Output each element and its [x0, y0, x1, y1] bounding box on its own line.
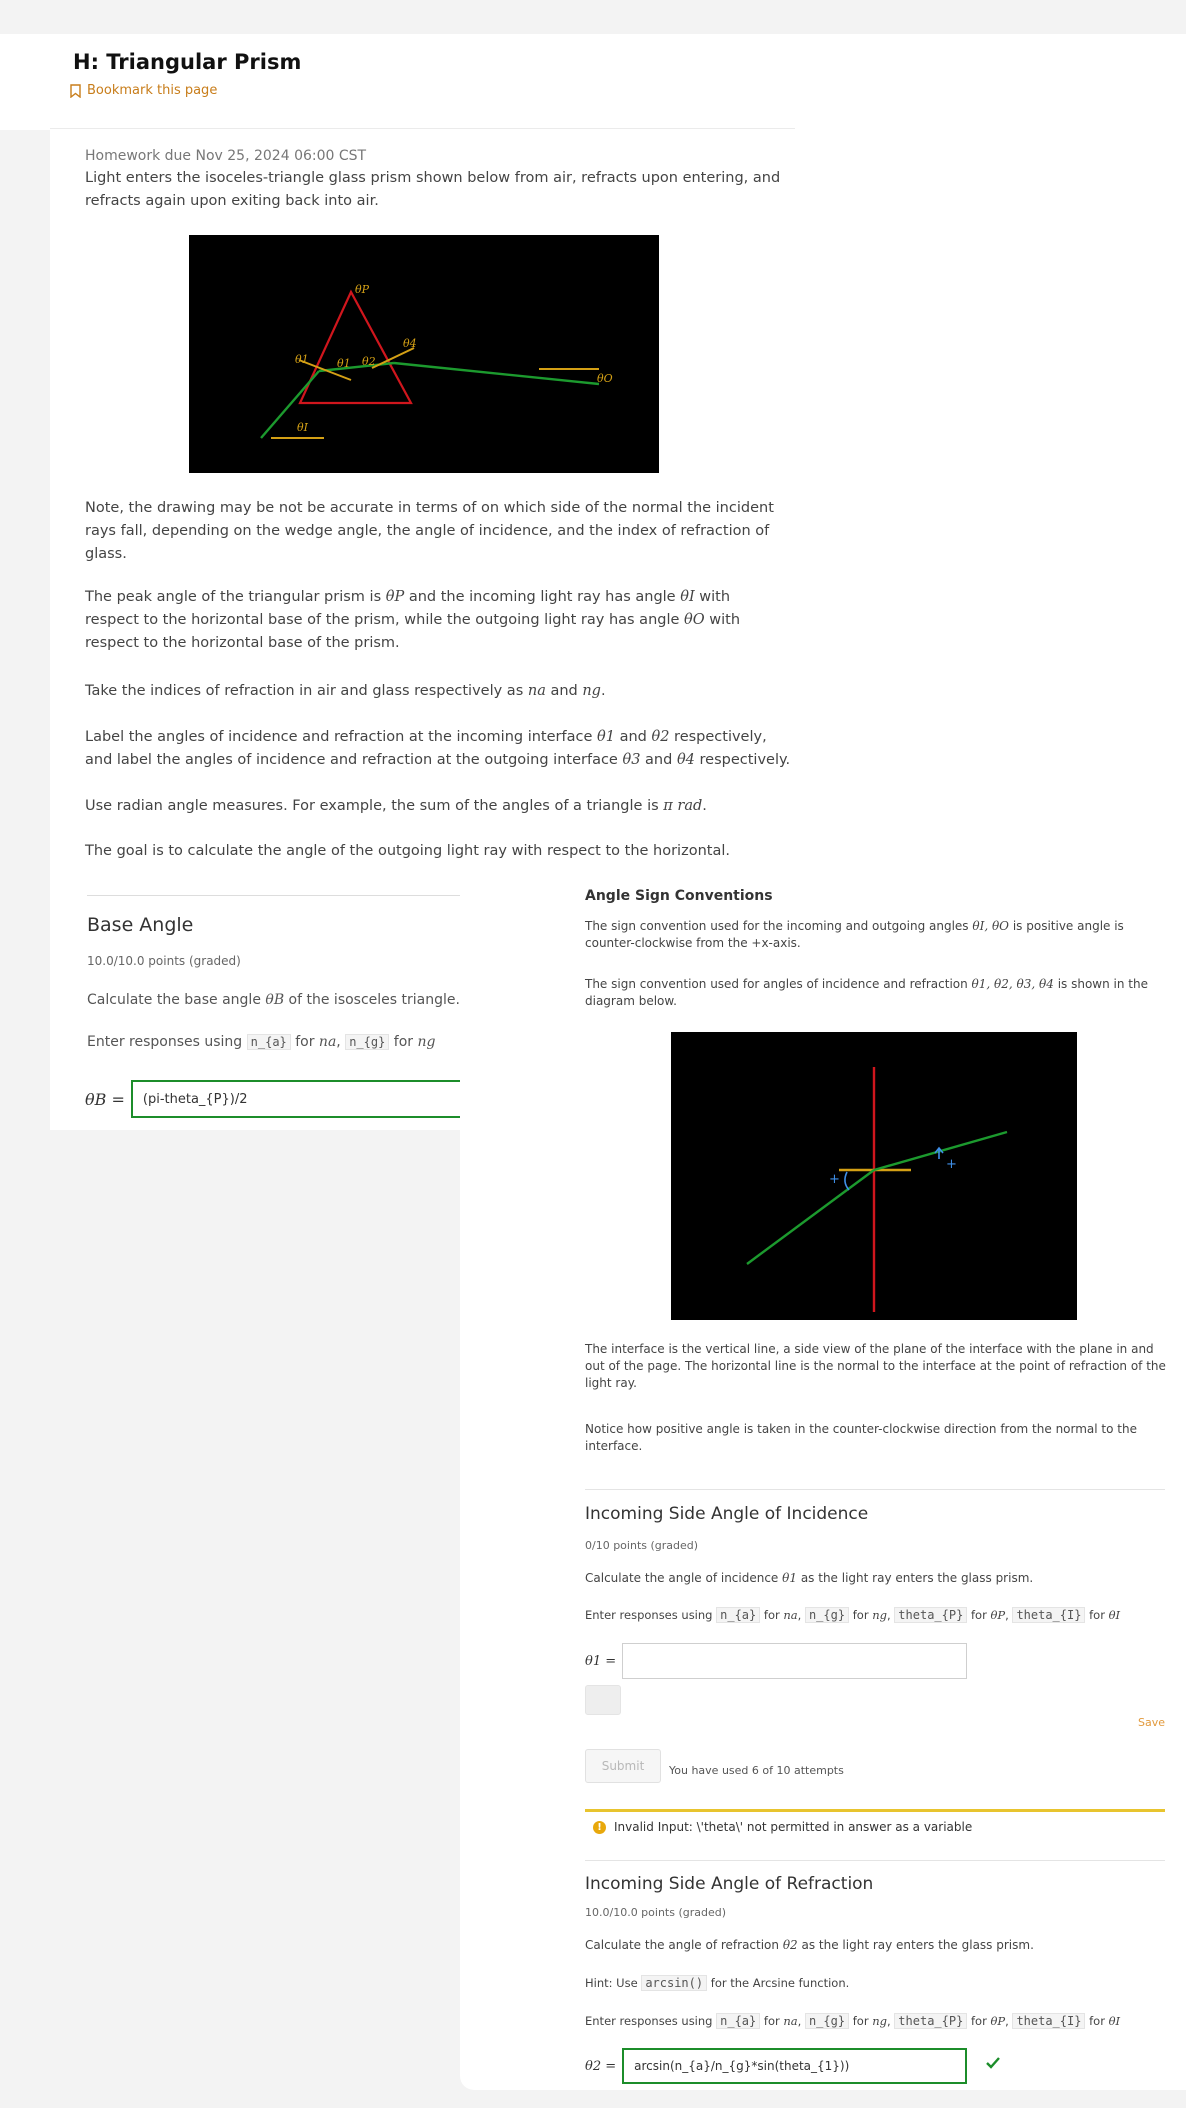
sym-theta-i: θI — [680, 589, 695, 605]
peak-text-l2a: respect to the horizontal base of the prism, while the outgoing light ray has angle — [85, 612, 685, 628]
warning-bar — [585, 1809, 1165, 1812]
conventions-p3 — [585, 1341, 1170, 1392]
inc-prompt-a: Calculate the angle of incidence — [585, 1571, 783, 1585]
base-angle-title: Base Angle — [87, 914, 194, 936]
radian-text-b: . — [702, 798, 707, 814]
label-peak: θP — [355, 283, 370, 296]
ref-sep-3: , — [1005, 2014, 1013, 2028]
prism-diagram-svg — [189, 235, 659, 473]
note-text — [85, 497, 774, 566]
label-in: θI — [297, 421, 308, 434]
inc-sep-1: , — [797, 1608, 805, 1622]
submit-button[interactable]: Submit — [585, 1749, 661, 1783]
inc-code-ng: n_{g} — [805, 1607, 849, 1623]
conventions-p2 — [585, 976, 1165, 1010]
refraction-enter-hint — [585, 2013, 1120, 2030]
base-angle-enter-hint — [87, 1034, 435, 1050]
inc-prompt-b: as the light ray enters the glass prism. — [797, 1571, 1034, 1585]
peak-text-c: with — [694, 589, 731, 605]
incidence-title: Incoming Side Angle of Incidence — [585, 1504, 869, 1524]
peak-text-b: and the incoming light ray has angle — [404, 589, 681, 605]
warning-text: Invalid Input: \'theta\' not permitted in answer as a variable — [614, 1820, 973, 1834]
base-sym-na: na — [318, 1034, 337, 1050]
conventions-title: Angle Sign Conventions — [585, 888, 773, 904]
intro-text — [85, 167, 780, 213]
label-angles-text — [85, 726, 790, 772]
sym-theta-p: θP — [385, 589, 405, 605]
label-mid1: θ1 — [337, 357, 351, 370]
left-angle-arc — [845, 1172, 849, 1190]
inc-for-tp: for — [967, 1608, 991, 1622]
conventions-p1 — [585, 918, 1165, 952]
outgoing-ray — [394, 363, 599, 384]
sign-convention-diagram — [671, 1032, 1077, 1320]
left-gray-panel — [0, 1130, 460, 2108]
radian-text-a: Use radian angle measures. For example, the sum of the angles of a triangle is — [85, 798, 664, 814]
base-for-2: for — [389, 1034, 418, 1050]
sym-theta-4: θ4 — [676, 752, 695, 768]
ref-sym-tp: θP — [990, 2014, 1006, 2028]
inc-code-ti: theta_{I} — [1012, 1607, 1085, 1623]
note-line-2: rays fall, depending on the wedge angle, the angle of incidence, and the index of refraction of — [85, 523, 770, 539]
plus-right-label: + — [946, 1157, 957, 1172]
warning-message — [593, 1820, 972, 1834]
label-text-l2c: respectively. — [694, 752, 791, 768]
incidence-input-label: θ1 = — [585, 1653, 617, 1669]
refraction-divider — [585, 1860, 1165, 1861]
ref-for-ng: for — [849, 2014, 873, 2028]
base-prompt-a: Calculate the base angle — [87, 992, 266, 1008]
indices-text-c: . — [600, 683, 606, 699]
label-text-l2b: and — [640, 752, 677, 768]
ref-code-ng: n_{g} — [805, 2013, 849, 2029]
base-angle-answer-row — [85, 1080, 461, 1118]
conv-p2-a: The sign convention used for angles of incidence and refraction — [585, 977, 972, 991]
ref-sym-theta-2: θ2 — [782, 1938, 798, 1952]
inc-code-tp: theta_{P} — [894, 1607, 967, 1623]
incidence-status-button[interactable] — [585, 1685, 621, 1715]
base-angle-input-label: θB = — [85, 1089, 125, 1109]
conv-p2-c: is shown in the — [1053, 977, 1148, 991]
indices-text-b: and — [545, 683, 583, 699]
due-date: Homework due Nov 25, 2024 06:00 CST — [85, 148, 367, 164]
prism-triangle — [300, 292, 411, 403]
attempts-count: You have used 6 of 10 attempts — [669, 1764, 844, 1777]
sym-theta-1: θ1 — [597, 729, 615, 745]
inc-for-ng: for — [849, 1608, 873, 1622]
base-sym-ng: ng — [417, 1034, 436, 1050]
plus-left-label: + — [829, 1172, 840, 1187]
incidence-answer-row — [585, 1643, 967, 1679]
bookmark-link[interactable] — [70, 83, 217, 98]
base-code-na: n_{a} — [247, 1034, 291, 1050]
label-right: θ4 — [403, 337, 417, 350]
refraction-points: 10.0/10.0 points (graded) — [585, 1906, 727, 1919]
ref-code-ti: theta_{I} — [1012, 2013, 1085, 2029]
incident-ray — [747, 1170, 874, 1264]
incidence-enter-hint — [585, 1607, 1120, 1624]
ref-prompt-b: as the light ray enters the glass prism. — [797, 1938, 1034, 1952]
ref-enter-a: Enter responses using — [585, 2014, 717, 2028]
sym-n-g: ng — [582, 683, 601, 699]
sym-theta-b: θB — [265, 992, 285, 1008]
base-code-ng: n_{g} — [345, 1034, 389, 1050]
note-line-1: Note, the drawing may be not be accurate in terms of on which side of the normal the incident — [85, 500, 774, 516]
ref-sep-1: , — [797, 2014, 805, 2028]
header-divider — [50, 128, 795, 129]
refraction-hint — [585, 1975, 849, 1992]
inc-enter-a: Enter responses using — [585, 1608, 717, 1622]
conv-p3-l3: light ray. — [585, 1376, 637, 1390]
bookmark-icon — [70, 84, 81, 98]
sign-convention-svg — [671, 1032, 1077, 1320]
internal-ray — [319, 363, 394, 371]
inc-sym-ti: θI — [1108, 1608, 1121, 1622]
inc-sym-theta-1: θ1 — [782, 1571, 797, 1585]
top-bar — [0, 0, 1186, 34]
inc-code-na: n_{a} — [716, 1607, 760, 1623]
sym-theta-3: θ3 — [622, 752, 641, 768]
ref-sym-ti: θI — [1108, 2014, 1121, 2028]
sym-theta-2: θ2 — [651, 729, 670, 745]
inc-sep-2: , — [886, 1608, 895, 1622]
inc-sym-ng: ng — [872, 1608, 887, 1622]
label-text-b: and — [614, 729, 652, 745]
refraction-input-label: θ2 = — [585, 2058, 617, 2074]
inc-sym-tp: θP — [990, 1608, 1006, 1622]
correct-check-icon — [985, 2056, 1001, 2070]
save-button[interactable]: Save — [1138, 1716, 1166, 1729]
base-angle-divider — [87, 895, 461, 896]
bookmark-label: Bookmark this page — [87, 83, 218, 98]
conv-p1-a: The sign convention used for the incoming and outgoing angles — [585, 919, 973, 933]
inc-sep-3: , — [1005, 1608, 1013, 1622]
refraction-title: Incoming Side Angle of Refraction — [585, 1874, 874, 1894]
conv-p4-l2: interface. — [585, 1439, 643, 1453]
base-angle-prompt — [87, 992, 460, 1008]
intro-line-1: Light enters the isoceles-triangle glass prism shown below from air, refracts upon entering, and — [85, 170, 781, 186]
ref-prompt-a: Calculate the angle of refraction — [585, 1938, 783, 1952]
incidence-divider — [585, 1489, 1165, 1490]
label-mid2: θ2 — [362, 355, 376, 368]
base-sep: , — [336, 1034, 346, 1050]
conv-p2-l2: diagram below. — [585, 994, 677, 1008]
intro-line-2: refracts again upon exiting back into air. — [85, 193, 379, 209]
peak-text-l2b: with — [704, 612, 741, 628]
radian-text — [85, 795, 707, 818]
base-prompt-b: of the isosceles triangle. — [284, 992, 460, 1008]
ref-sym-na: na — [783, 2014, 798, 2028]
conv-p1-c: is positive angle is — [1009, 919, 1124, 933]
base-angle-points: 10.0/10.0 points (graded) — [87, 954, 241, 968]
ref-hint-code: arcsin() — [641, 1975, 707, 1991]
inc-for-na: for — [760, 1608, 784, 1622]
base-angle-input[interactable]: (pi-theta_{P})/2 — [131, 1080, 461, 1118]
peak-text-l3: respect to the horizontal base of the prism. — [85, 635, 400, 651]
sym-n-a: na — [527, 683, 546, 699]
ref-code-tp: theta_{P} — [894, 2013, 967, 2029]
label-text-c: respectively, — [669, 729, 767, 745]
base-for-1: for — [290, 1034, 319, 1050]
label-left: θ1 — [295, 353, 309, 366]
sym-theta-o: θO — [684, 612, 705, 628]
conv-p2-b: θ1, θ2, θ3, θ4 — [971, 977, 1054, 991]
peak-angle-text — [85, 586, 740, 655]
inc-sym-na: na — [783, 1608, 798, 1622]
label-text-l2a: and label the angles of incidence and refraction at the outgoing interface — [85, 752, 623, 768]
prism-diagram — [189, 235, 659, 473]
conv-p3-l2: out of the page. The horizontal line is the normal to the interface at the point of refraction of the — [585, 1359, 1166, 1373]
refraction-answer-row — [585, 2048, 967, 2084]
inc-for-ti: for — [1085, 1608, 1109, 1622]
page-title: H: Triangular Prism — [73, 50, 302, 74]
ref-hint-b: for the Arcsine function. — [707, 1976, 850, 1990]
indices-text — [85, 680, 606, 703]
indices-text-a: Take the indices of refraction in air and glass respectively as — [85, 683, 528, 699]
conv-p4-l1: Notice how positive angle is taken in the counter-clockwise direction from the normal to the — [585, 1422, 1137, 1436]
ref-for-tp: for — [967, 2014, 991, 2028]
label-text-a: Label the angles of incidence and refraction at the incoming interface — [85, 729, 597, 745]
label-out: θO — [597, 372, 613, 385]
conv-p1-l2: counter-clockwise from the +x-axis. — [585, 936, 801, 950]
ref-for-na: for — [760, 2014, 784, 2028]
ref-hint-a: Hint: Use — [585, 1976, 642, 1990]
incidence-input[interactable] — [622, 1643, 967, 1679]
note-line-3: glass. — [85, 546, 127, 562]
sym-pi-rad: π rad — [663, 798, 703, 814]
ref-sym-ng: ng — [872, 2014, 887, 2028]
ref-sep-2: , — [886, 2014, 895, 2028]
goal-text: The goal is to calculate the angle of the outgoing light ray with respect to the horizontal. — [85, 843, 730, 859]
refraction-prompt — [585, 1937, 1034, 1954]
conv-p3-l1: The interface is the vertical line, a side view of the plane of the interface with the plane in and — [585, 1342, 1154, 1356]
base-enter-a: Enter responses using — [87, 1034, 247, 1050]
conventions-p4 — [585, 1421, 1170, 1455]
ref-for-ti: for — [1085, 2014, 1109, 2028]
incidence-prompt — [585, 1570, 1033, 1587]
refraction-input[interactable]: arcsin(n_{a}/n_{g}*sin(theta_{1})) — [622, 2048, 967, 2084]
conv-p1-b: θI, θO — [972, 919, 1010, 933]
peak-text-a: The peak angle of the triangular prism is — [85, 589, 386, 605]
ref-code-na: n_{a} — [716, 2013, 760, 2029]
incoming-ray — [261, 371, 319, 438]
incidence-points: 0/10 points (graded) — [585, 1539, 699, 1552]
warning-icon: ! — [593, 1821, 606, 1834]
